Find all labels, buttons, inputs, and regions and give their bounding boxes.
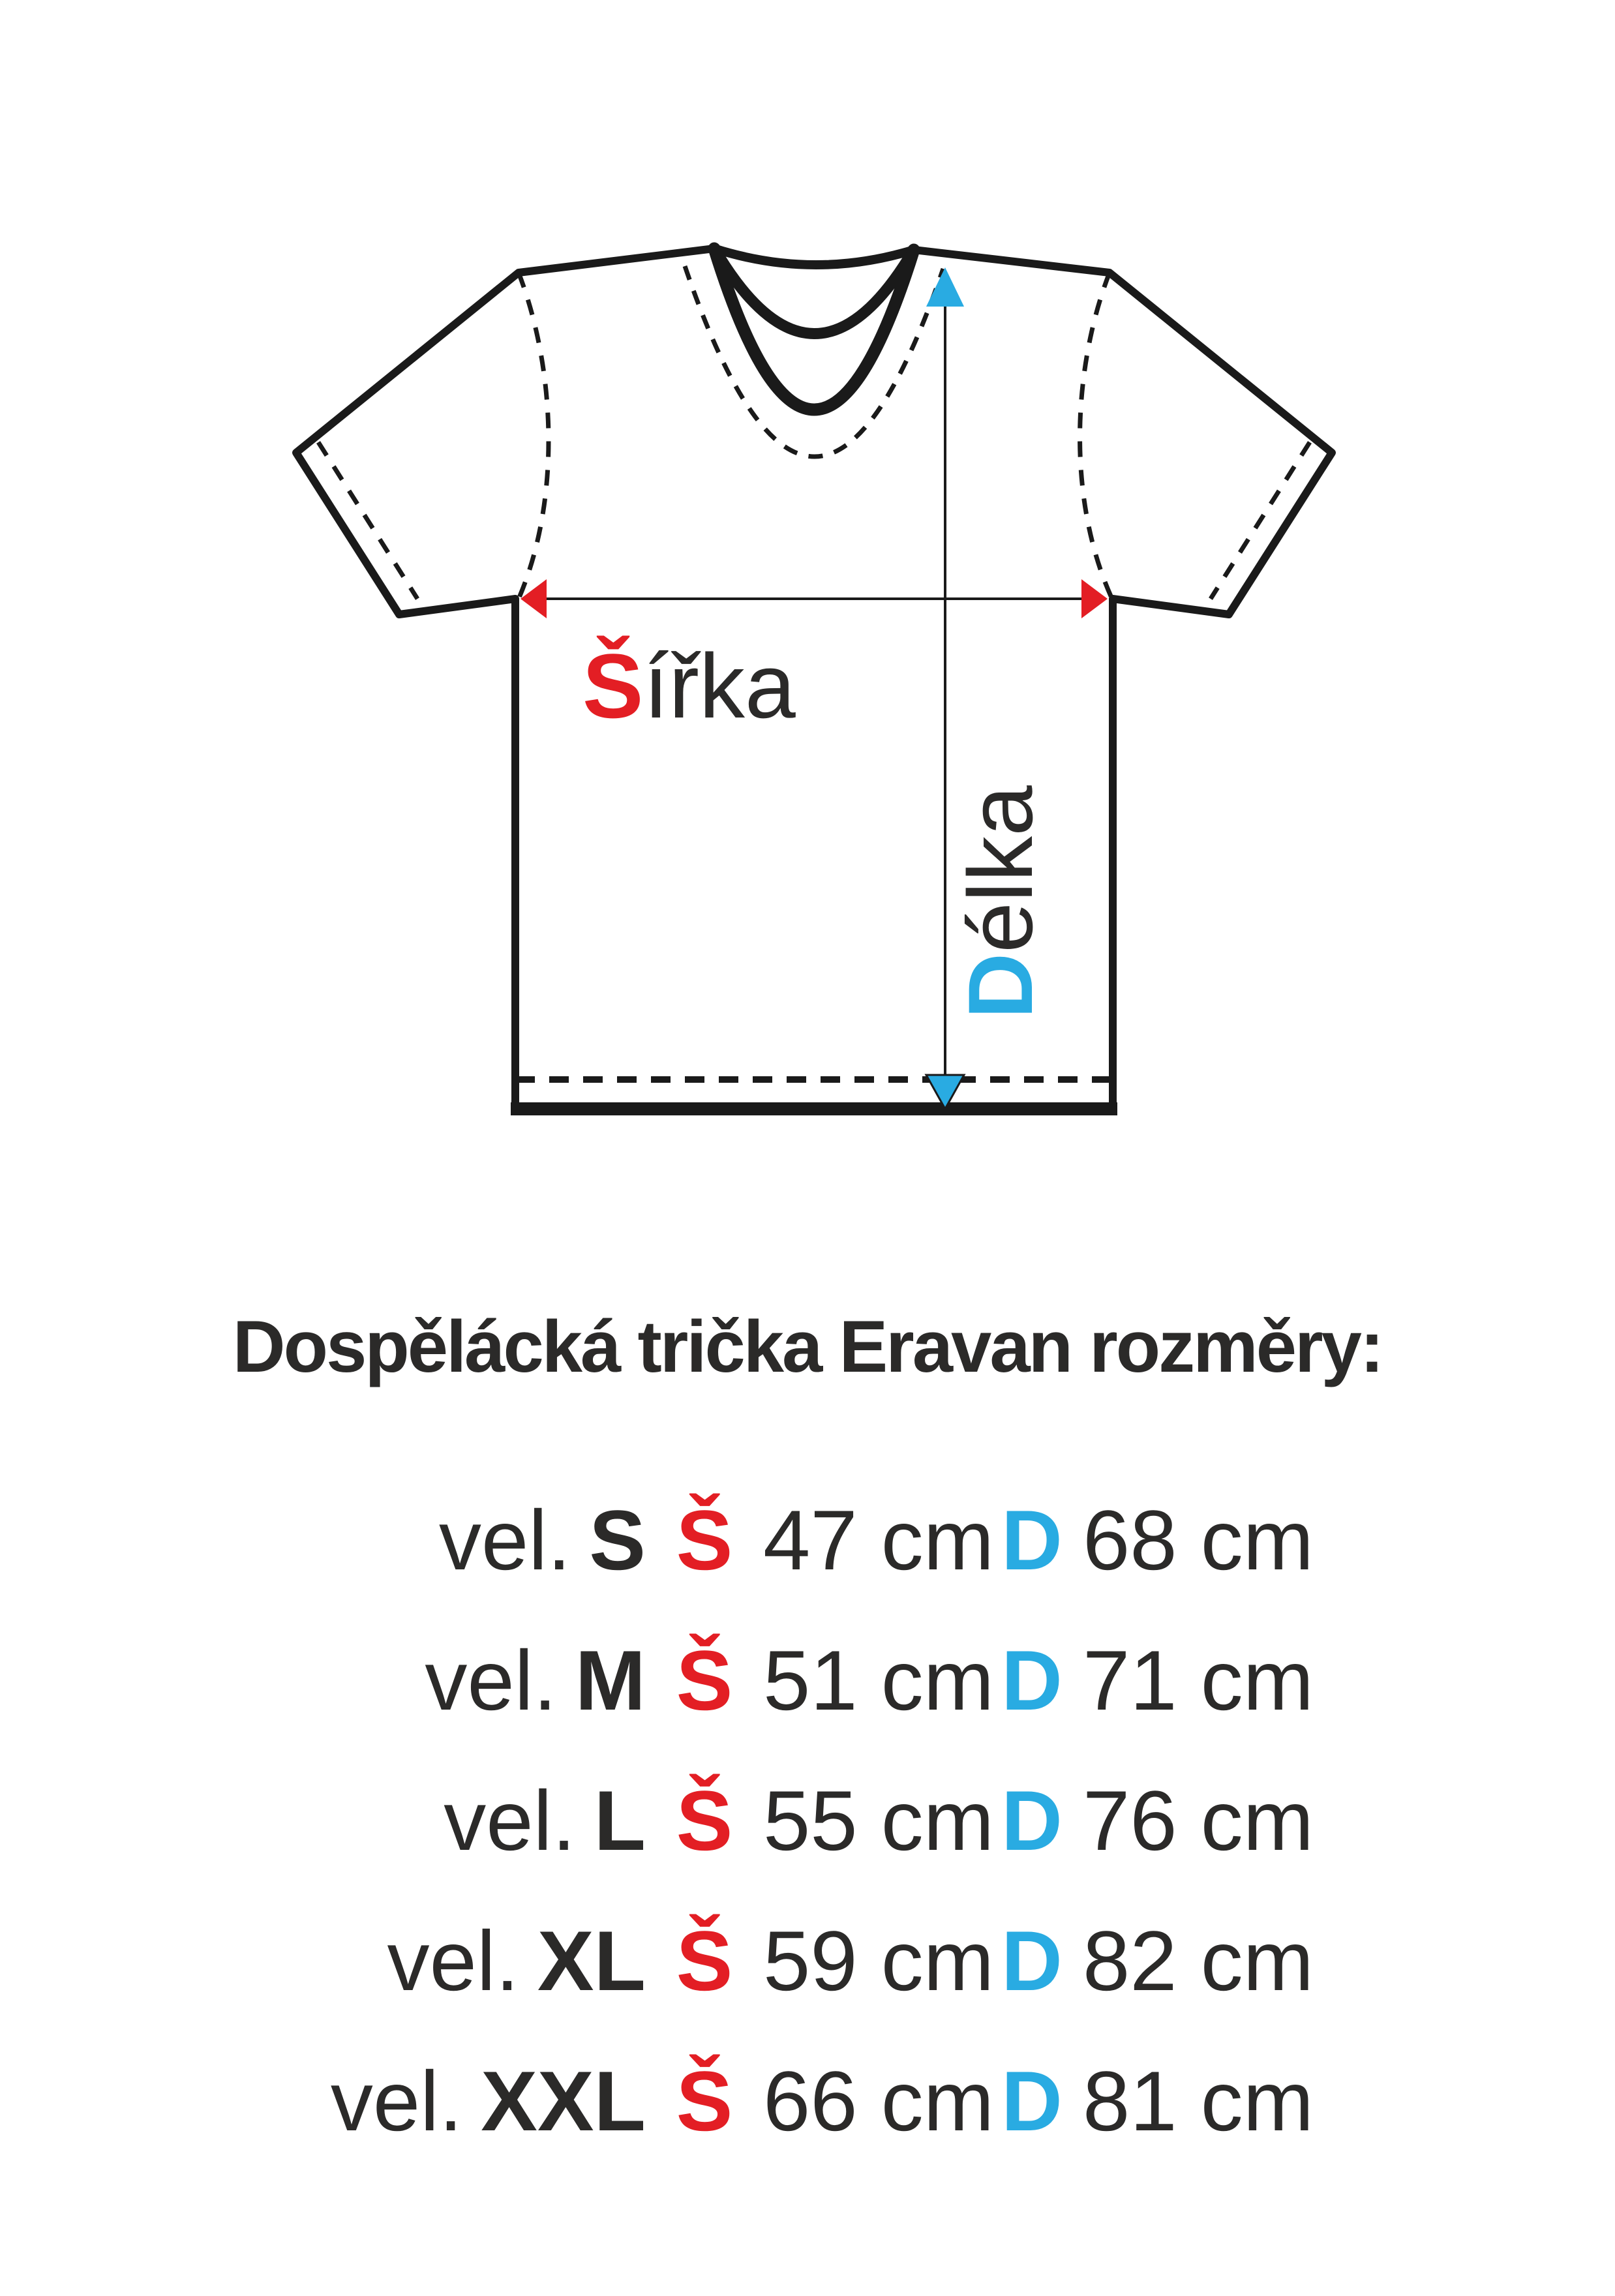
length-symbol: D <box>1001 1772 1063 1868</box>
width-value: 51 cm <box>763 1632 995 1728</box>
page-title: Dospělácká trička Eravan rozměry: <box>232 1306 1383 1387</box>
tshirt-outline <box>296 249 1332 1109</box>
length-symbol: D <box>1001 2053 1063 2149</box>
size-value: M <box>575 1632 646 1728</box>
length-value: 68 cm <box>1083 1492 1314 1588</box>
size-label: vel. M <box>425 1632 646 1728</box>
length-value: 81 cm <box>1083 2053 1314 2149</box>
size-value: XL <box>537 1912 646 2008</box>
width-symbol: Š <box>676 1632 733 1728</box>
width-value: 66 cm <box>763 2053 995 2149</box>
size-row-xl <box>196 1890 1344 2031</box>
size-row-l <box>196 1750 1344 1890</box>
width-symbol: Š <box>676 1912 733 2008</box>
size-label: vel. XL <box>387 1912 646 2008</box>
length-symbol: D <box>1001 1912 1063 2008</box>
length-symbol: D <box>1001 1632 1063 1728</box>
size-row-s <box>196 1470 1344 1610</box>
length-dimension-label: Délka <box>949 785 1051 1019</box>
width-symbol: Š <box>676 1492 733 1588</box>
length-value: 76 cm <box>1083 1772 1314 1868</box>
length-value: 71 cm <box>1083 1632 1314 1728</box>
size-value: S <box>589 1492 646 1588</box>
size-value: XXL <box>481 2053 646 2149</box>
width-dimension-label: Šířka <box>582 635 796 737</box>
size-label: vel. S <box>438 1492 646 1588</box>
length-symbol: D <box>1001 1492 1063 1588</box>
size-row-xxl <box>196 2031 1344 2171</box>
width-value: 47 cm <box>763 1492 995 1588</box>
size-label: vel. XXL <box>330 2053 646 2149</box>
width-symbol: Š <box>676 2053 733 2149</box>
size-value: L <box>594 1772 646 1868</box>
size-row-m <box>196 1610 1344 1750</box>
length-value: 82 cm <box>1083 1912 1314 2008</box>
size-table <box>196 1470 1344 2171</box>
size-label: vel. L <box>444 1772 646 1868</box>
width-value: 59 cm <box>763 1912 995 2008</box>
width-symbol: Š <box>676 1772 733 1868</box>
width-value: 55 cm <box>763 1772 995 1868</box>
